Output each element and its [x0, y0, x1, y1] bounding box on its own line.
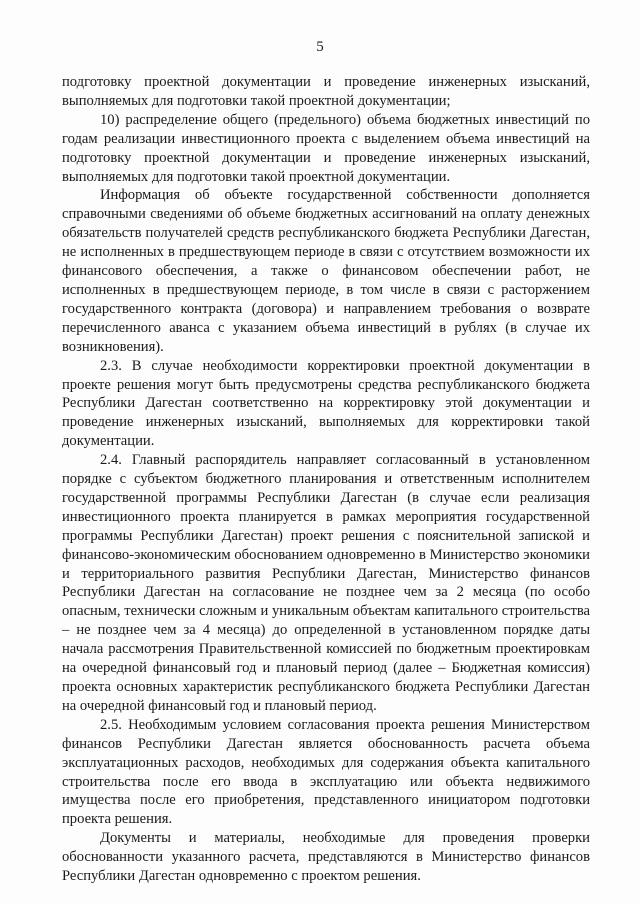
- paragraph-2-5: 2.5. Необходимым условием согласования проекта решения Министерством финансов Республики Дагестан является обоснованность расчета объема эксплуатационных расходов, необходимых для содержания объекта капитального строительства после его ввода в эксплуатацию или объекта недвижимого имущества после его приобретения, представленного инициатором подготовки проекта решения.: [62, 716, 590, 828]
- paragraph-2-3: 2.3. В случае необходимости корректировки проектной документации в проекте решения могут быть предусмотрены средства республиканского бюджета Республики Дагестан соответственно на корректировку этой документации и проведение инженерных изысканий, выполняемых для корректировки такой документации.: [62, 357, 590, 450]
- paragraph-item-10: 10) распределение общего (предельного) объема бюджетных инвестиций по годам реализации инвестиционного проекта с выделением объема инвестиций на подготовку проектной документации и проведение инженерных изысканий, выполняемых для подготовки такой проектной документации.: [62, 111, 590, 185]
- body-text: [62, 73, 590, 886]
- paragraph-continuation: подготовку проектной документации и проведение инженерных изысканий, выполняемых для подготовки такой проектной документации;: [62, 74, 590, 109]
- paragraph-documents: Документы и материалы, необходимые для проведения проверки обоснованности указанного расчета, представляются в Министерство финансов Республики Дагестан одновременно с проектом решения.: [62, 830, 590, 885]
- paragraph-information: Информация об объекте государственной собственности дополняется справочными сведениями об объеме бюджетных ассигнований на оплату денежных обязательств получателей средств республиканского бюджета Республики Дагестан, не исполненных в предшествующем периоде в связи с отсутствием возможности их финансового обеспечения, а также о финансовом обеспечении работ, не исполненных в предшествующем периоде, в том числе в связи с расторжением государственного контракта (договора) и направлением требования о возврате перечисленного аванса с указанием объема инвестиций в рублях (в случае их возникновения).: [62, 187, 590, 355]
- page-number: 5: [316, 39, 324, 55]
- paragraph-2-4: 2.4. Главный распорядитель направляет согласованный в установленном порядке с субъектом бюджетного планирования и ответственным исполнителем государственной программы Республики Дагестан (в случае если реализация инвестиционного проекта планируется в рамках мероприятия государственной программы Республики Дагестан) проект решения с пояснительной запиской и финансово-экономическим обоснованием одновременно в Министерство экономики и территориального развития Республики Дагестан, Министерство финансов Республики Дагестан на согласование не позднее чем за 2 месяца (по особо опасным, технически сложным и уникальным объектам капитального строительства – не позднее чем за 4 месяца) до определенной в установленном порядке даты начала рассмотрения Правительственной комиссией по бюджетным проектировкам на очередной финансовый год и плановый период (далее – Бюджетная комиссия) проекта основных характеристик республиканского бюджета Республики Дагестан на очередной финансовый год и плановый период.: [62, 452, 590, 714]
